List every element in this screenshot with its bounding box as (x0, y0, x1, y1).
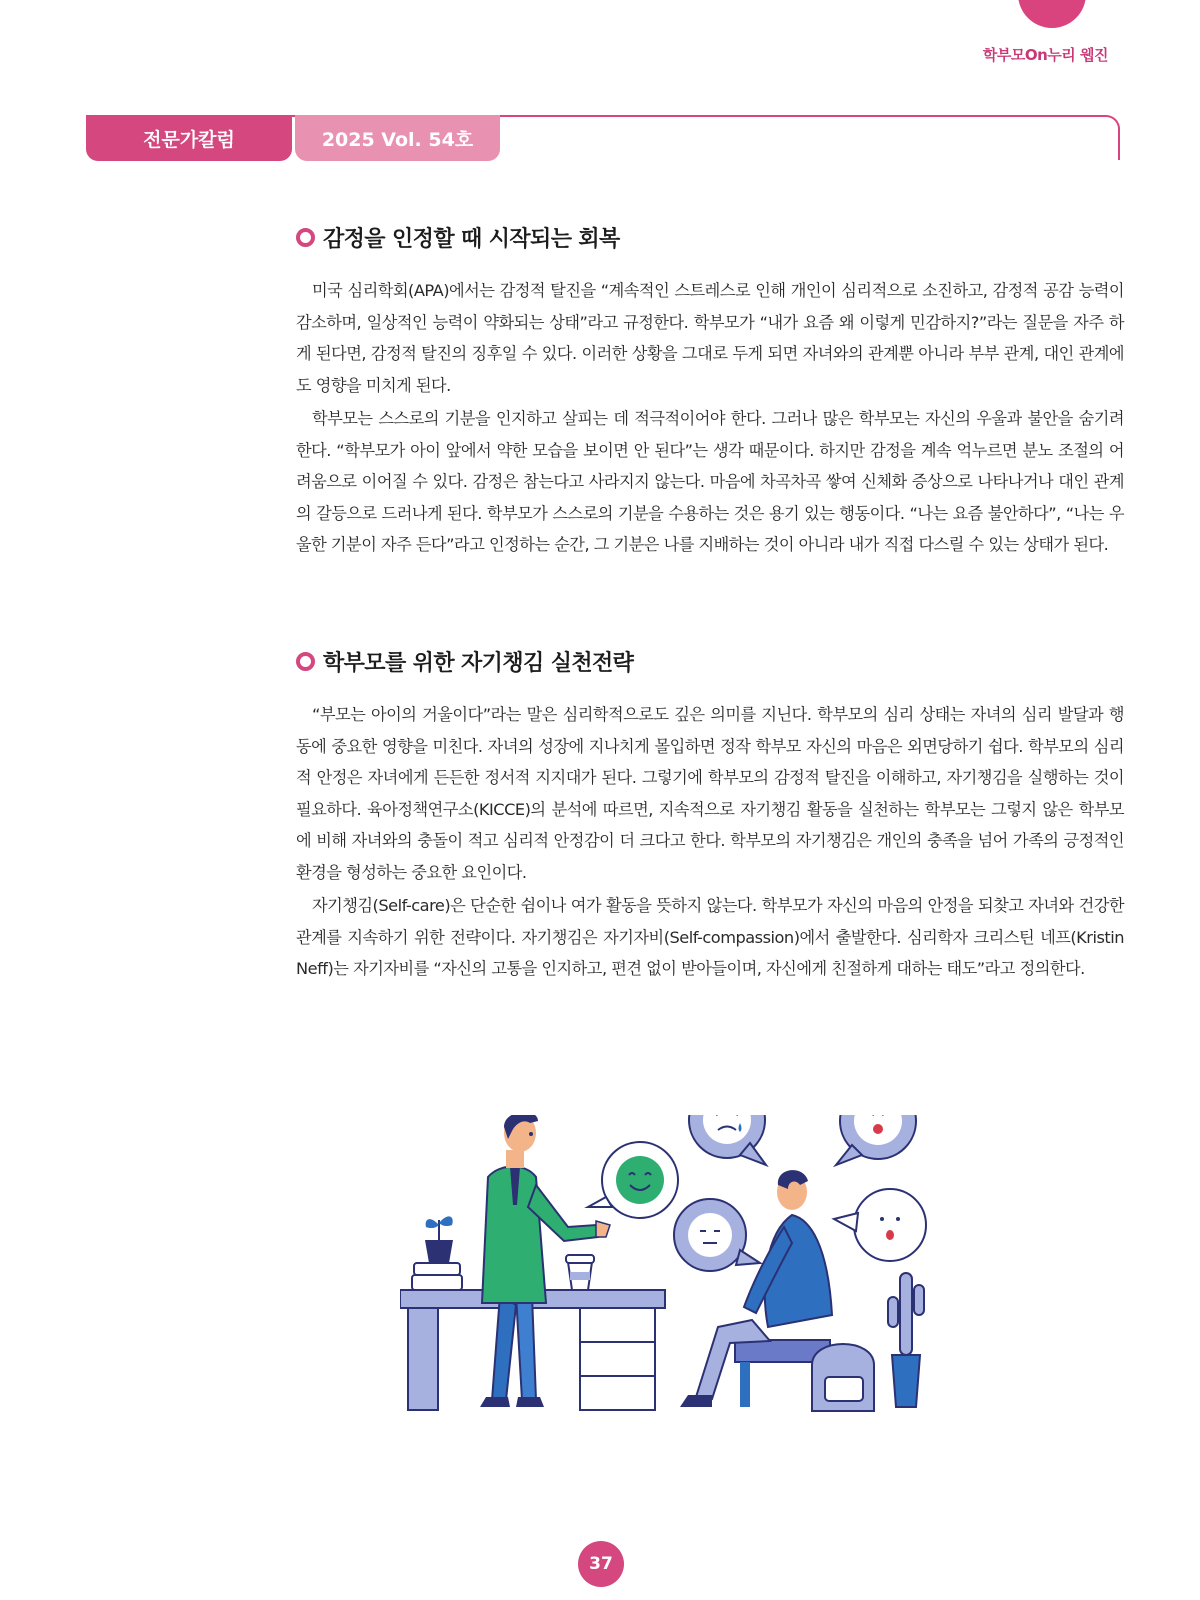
section-heading (296, 646, 1124, 677)
paragraph: 미국 심리학회(APA)에서는 감정적 탈진을 “계속적인 스트레스로 인해 개인이 심리적으로 소진하고, 감정적 공감 능력이 감소하며, 일상적인 능력이 약화되는 상태”라고 규정한다. 학부모가 “내가 요즘 왜 이렇게 민감하지?”라는 질문을 자주 하게 된다면, 감정적 탈진의 징후일 수 있다. 이러한 상황을 그대로 두게 되면 자녀와의 관계뿐 아니라 부부 관계, 대인 관계에도 영향을 미치게 된다. (296, 281, 1124, 395)
coffee-cup-icon (566, 1255, 594, 1290)
happy-face-bubble-icon (588, 1142, 678, 1218)
sad-face-bubble-icon (689, 1115, 766, 1165)
ring-bullet-icon (296, 228, 315, 247)
ring-bullet-icon (296, 652, 315, 671)
section-recovery (296, 222, 1124, 561)
section-title: 감정을 인정할 때 시작되는 회복 (323, 227, 620, 252)
page-number: 37 (578, 1541, 624, 1587)
counseling-illustration (400, 1115, 960, 1455)
volume-tab: 2025 Vol. 54호 (295, 115, 500, 161)
surprised-face-bubble-icon (834, 1189, 926, 1261)
paragraph: “부모는 아이의 거울이다”라는 말은 심리학적으로도 깊은 의미를 지닌다. 학부모의 심리 상태는 자녀의 심리 발달과 행동에 중요한 영향을 미친다. 자녀의 성장에 지나치게 몰입하면 정작 학부모 자신의 마음은 외면당하기 쉽다. 학부모의 심리적 안정은 자녀에게 든든한 정서적 지지대가 된다. 그렇기에 학부모의 감정적 탈진을 이해하고, 자기챙김을 실행하는 것이 필요하다. 육아정책연구소(KICCE)의 분석에 따르면, 지속적으로 자기챙김 활동을 실천하는 학부모는 그렇지 않은 학부모에 비해 자녀와의 충돌이 적고 심리적 안정감이 더 크다고 한다. 학부모의 자기챙김은 개인의 충족을 넘어 가족의 긍정적인 환경을 형성하는 중요한 요인이다. (296, 705, 1124, 882)
cactus-icon (888, 1273, 924, 1407)
angry-face-bubble-icon (836, 1115, 916, 1165)
neutral-face-bubble-icon (674, 1199, 760, 1271)
backpack-icon (812, 1344, 874, 1411)
plant-icon (412, 1216, 462, 1290)
paragraph: 자기챙김(Self-care)은 단순한 쉼이나 여가 활동을 뜻하지 않는다. 학부모가 자신의 마음의 안정을 되찾고 자녀와 건강한 관계를 지속하기 위한 전략이다. 자기챙김은 자기자비(Self-compassion)에서 출발한다. 심리학자 크리스틴 네프(Kristin Neff)는 자기자비를 “자신의 고통을 인지하고, 편견 없이 받아들이며, 자신에게 친절하게 대하는 태도”라고 정의한다. (296, 896, 1124, 978)
section-heading (296, 222, 1124, 253)
webzine-brand: 학부모On누리 웹진 (982, 46, 1108, 64)
top-decorative-circle (1018, 0, 1086, 28)
paragraph: 학부모는 스스로의 기분을 인지하고 살피는 데 적극적이어야 한다. 그러나 많은 학부모는 자신의 우울과 불안을 숨기려 한다. “학부모가 아이 앞에서 약한 모습을 보이면 안 된다”는 생각 때문이다. 하지만 감정을 계속 억누르면 분노 조절의 어려움으로 이어질 수 있다. 감정은 참는다고 사라지지 않는다. 마음에 차곡차곡 쌓여 신체화 증상으로 나타나거나 대인 관계의 갈등으로 드러나게 된다. 학부모가 스스로의 기분을 수용하는 것은 용기 있는 행동이다. “나는 요즘 불안하다”, “나는 우울한 기분이 자주 든다”라고 인정하는 순간, 그 기분은 나를 지배하는 것이 아니라 내가 직접 다스릴 수 있는 상태가 된다. (296, 409, 1124, 554)
section-title: 학부모를 위한 자기챙김 실천전략 (323, 651, 634, 676)
category-tab: 전문가칼럼 (86, 115, 292, 161)
section-selfcare (296, 646, 1124, 985)
